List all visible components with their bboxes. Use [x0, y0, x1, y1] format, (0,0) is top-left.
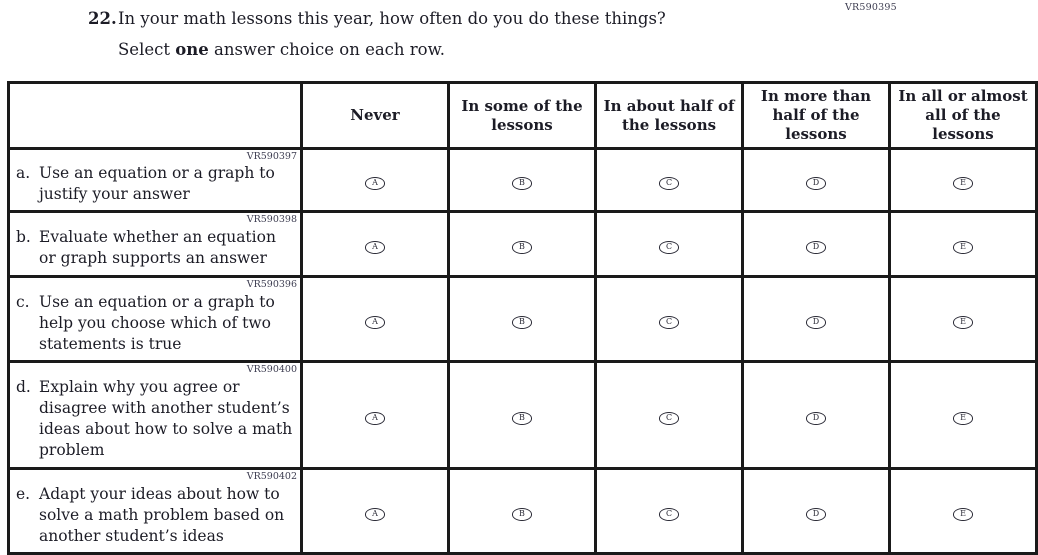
bubble-letter: C [665, 317, 673, 327]
answer-bubble-e[interactable] [953, 316, 973, 329]
bubble-letter: A [372, 413, 378, 423]
bubble-letter: D [812, 413, 820, 423]
answer-cell [596, 362, 743, 469]
answer-cell [596, 149, 743, 212]
answer-cell [890, 212, 1037, 277]
answer-cell [743, 277, 890, 362]
answer-cell [302, 469, 449, 554]
corner-cell [9, 83, 302, 149]
answer-bubble-e[interactable] [953, 241, 973, 254]
row-label-cell [9, 469, 302, 554]
answer-bubble-e[interactable] [953, 508, 973, 521]
row-text: Use an equation or a graph to help you choose which of two statements is true [39, 292, 275, 353]
table-row [9, 469, 1037, 554]
question-number: 22. [88, 9, 117, 28]
answer-bubble-c[interactable] [659, 177, 679, 190]
bubble-letter: B [519, 242, 525, 252]
answer-bubble-d[interactable] [806, 241, 826, 254]
column-header-never: Never [302, 83, 449, 149]
bubble-letter: C [665, 178, 673, 188]
bubble-letter: D [812, 242, 820, 252]
row-letter: b. [16, 228, 31, 246]
answer-bubble-a[interactable] [365, 412, 385, 425]
answer-bubble-b[interactable] [512, 177, 532, 190]
bubble-letter: A [372, 242, 378, 252]
answer-bubble-a[interactable] [365, 241, 385, 254]
answer-bubble-c[interactable] [659, 316, 679, 329]
answer-bubble-e[interactable] [953, 412, 973, 425]
row-code: VR590400 [246, 364, 297, 375]
answer-cell [449, 469, 596, 554]
table-row [9, 149, 1037, 212]
column-header-about-half: In about half of the lessons [596, 83, 743, 149]
row-text: Use an equation or a graph to justify your answer [39, 164, 275, 203]
answer-bubble-c[interactable] [659, 508, 679, 521]
row-code: VR590396 [246, 279, 297, 290]
form-code: VR590395 [845, 2, 897, 13]
question-text: In your math lessons this year, how often do you do these things? [118, 9, 666, 28]
answer-cell [449, 362, 596, 469]
answer-bubble-e[interactable] [953, 177, 973, 190]
response-matrix [7, 81, 1038, 555]
bubble-letter: D [812, 509, 820, 519]
answer-bubble-d[interactable] [806, 508, 826, 521]
answer-cell [596, 212, 743, 277]
row-text: Evaluate whether an equation or graph supports an answer [39, 228, 276, 267]
answer-bubble-d[interactable] [806, 412, 826, 425]
question-block [88, 8, 666, 61]
answer-cell [302, 149, 449, 212]
bubble-letter: B [519, 317, 525, 327]
row-code: VR590397 [246, 151, 297, 162]
bubble-letter: E [960, 413, 966, 423]
answer-cell [449, 277, 596, 362]
answer-bubble-b[interactable] [512, 316, 532, 329]
answer-bubble-a[interactable] [365, 177, 385, 190]
row-code: VR590402 [246, 471, 297, 482]
column-header-all: In all or almost all of the lessons [890, 83, 1037, 149]
answer-cell [890, 149, 1037, 212]
row-label-cell [9, 212, 302, 277]
question-instruction [118, 39, 666, 61]
bubble-letter: C [665, 413, 673, 423]
column-header-more-than-half: In more than half of the lessons [743, 83, 890, 149]
answer-cell [596, 469, 743, 554]
answer-cell [449, 212, 596, 277]
answer-cell [302, 212, 449, 277]
row-letter: a. [16, 164, 31, 182]
answer-bubble-c[interactable] [659, 412, 679, 425]
bubble-letter: C [665, 509, 673, 519]
instruction-suffix: answer choice on each row. [213, 40, 446, 59]
bubble-letter: A [372, 509, 378, 519]
answer-cell [302, 277, 449, 362]
answer-bubble-a[interactable] [365, 508, 385, 521]
answer-cell [302, 362, 449, 469]
bubble-letter: D [812, 178, 820, 188]
bubble-letter: B [519, 413, 525, 423]
answer-cell [890, 469, 1037, 554]
row-label-cell [9, 149, 302, 212]
bubble-letter: D [812, 317, 820, 327]
answer-cell [890, 362, 1037, 469]
instruction-prefix: Select [118, 40, 170, 59]
row-label-cell [9, 362, 302, 469]
answer-cell [743, 149, 890, 212]
row-code: VR590398 [246, 214, 297, 225]
answer-cell [743, 469, 890, 554]
answer-cell [596, 277, 743, 362]
bubble-letter: E [960, 178, 966, 188]
answer-cell [449, 149, 596, 212]
bubble-letter: E [960, 509, 966, 519]
answer-bubble-d[interactable] [806, 177, 826, 190]
column-header-some: In some of the lessons [449, 83, 596, 149]
bubble-letter: B [519, 509, 525, 519]
bubble-letter: A [372, 317, 378, 327]
row-label-cell [9, 277, 302, 362]
row-letter: d. [16, 378, 31, 396]
table-row [9, 277, 1037, 362]
bubble-letter: A [372, 178, 378, 188]
bubble-letter: E [960, 242, 966, 252]
answer-cell [743, 212, 890, 277]
table-row [9, 362, 1037, 469]
answer-bubble-b[interactable] [512, 508, 532, 521]
answer-bubble-d[interactable] [806, 316, 826, 329]
row-text: Explain why you agree or disagree with another student’s ideas about how to solve a math problem [39, 378, 293, 459]
answer-cell [890, 277, 1037, 362]
header-row [9, 83, 1037, 149]
row-text: Adapt your ideas about how to solve a math problem based on another student’s ideas [39, 484, 285, 545]
row-letter: e. [16, 484, 31, 503]
bubble-letter: C [665, 242, 673, 252]
bubble-letter: E [960, 317, 966, 327]
bubble-letter: B [519, 178, 525, 188]
answer-bubble-a[interactable] [365, 316, 385, 329]
answer-bubble-b[interactable] [512, 241, 532, 254]
answer-cell [743, 362, 890, 469]
row-letter: c. [16, 292, 30, 311]
table-row [9, 212, 1037, 277]
answer-bubble-c[interactable] [659, 241, 679, 254]
answer-bubble-b[interactable] [512, 412, 532, 425]
question-line [88, 8, 666, 30]
instruction-emphasis: one [175, 40, 209, 59]
